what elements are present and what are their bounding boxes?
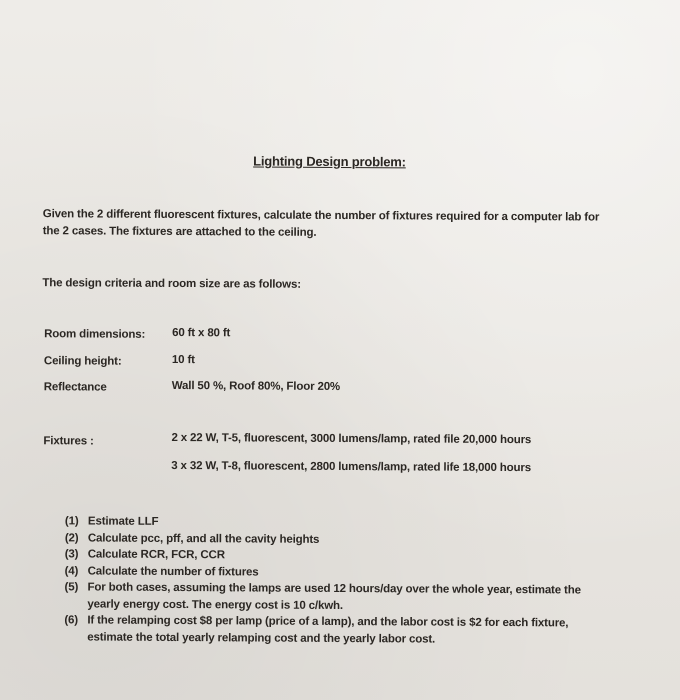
task-number: (4) xyxy=(64,564,79,577)
room-dimensions-value: 60 ft x 80 ft xyxy=(172,326,231,340)
task-item xyxy=(64,612,594,648)
task-item xyxy=(64,579,594,615)
task-list xyxy=(64,513,595,648)
task-number: (6) xyxy=(64,614,78,627)
reflectance-value: Wall 50 %, Roof 80%, Floor 20% xyxy=(171,379,341,394)
task-text: Calculate RCR, FCR, CCR xyxy=(87,548,225,562)
task-text: For both cases, assuming the lamps are used 12 hours/day over the whole year, estimate the yearly energy cost. The energy cost is 10 c/kwh. xyxy=(87,581,581,612)
task-number: (3) xyxy=(64,548,79,561)
task-text: Estimate LLF xyxy=(87,515,159,528)
room-dimensions-label: Room dimensions: xyxy=(44,328,146,341)
intro-paragraph: Given the 2 different fluorescent fixtures, calculate the number of fixtures required for a computer lab for the 2 cases. The fixtures are attached to the ceiling. xyxy=(42,208,600,239)
task-text: Calculate pcc, pff, and all the cavity heights xyxy=(87,531,320,546)
task-number: (5) xyxy=(64,581,79,594)
ceiling-height-value: 10 ft xyxy=(171,353,195,367)
criteria-heading: The design criteria and room size are as follows: xyxy=(42,277,301,291)
reflectance-label: Reflectance xyxy=(43,381,107,394)
task-number: (1) xyxy=(64,515,79,528)
task-text: Calculate the number of fixtures xyxy=(87,564,259,579)
fixture-option-2: 3 x 32 W, T-8, fluorescent, 2800 lumens/lamp, rated life 18,000 hours xyxy=(171,459,532,475)
fixtures-label: Fixtures : xyxy=(43,435,94,448)
ceiling-height-label: Ceiling height: xyxy=(43,355,122,368)
task-number: (2) xyxy=(64,531,79,544)
task-text: If the relamping cost $8 per lamp (price of a lamp), and the labor cost is $2 for each fixture, estimate the total yearly relamping cost and the yearly labor cost. xyxy=(87,614,569,646)
document-title: Lighting Design problem: xyxy=(253,153,406,170)
fixture-option-1: 2 x 22 W, T-5, fluorescent, 3000 lumens/lamp, rated file 20,000 hours xyxy=(171,431,532,447)
